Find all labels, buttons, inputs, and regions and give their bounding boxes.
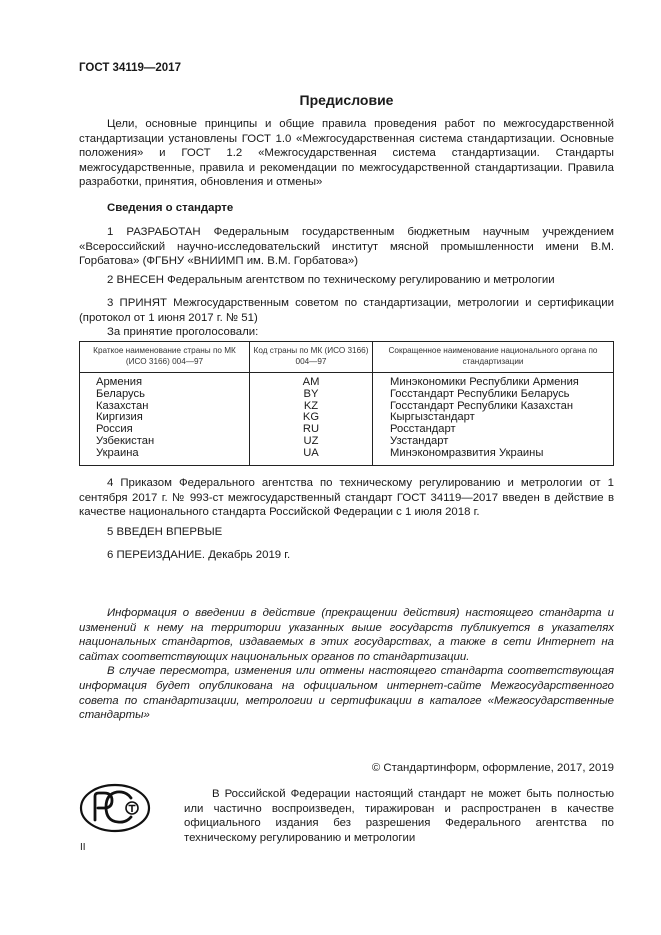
standard-info-heading: Сведения о стандарте [107, 202, 234, 214]
info-item-4-block [79, 476, 614, 520]
national-body-cell: Минэкономики Республики Армения [373, 373, 614, 389]
voted-label-block [79, 325, 614, 340]
country-code-cell: AM [250, 373, 373, 389]
country-name-cell: Украина [80, 448, 250, 465]
country-code-cell: KZ [250, 401, 373, 413]
country-code-cell: UA [250, 448, 373, 465]
column-header-national-body: Сокращенное наименование национального органа по стандартизации [373, 342, 614, 373]
country-name-cell: Узбекистан [80, 436, 250, 448]
info-item-3-block [79, 296, 614, 325]
info-item-submitted: 2 ВНЕСЕН Федеральным агентством по техническому регулированию и метрологии [107, 274, 555, 286]
table-row [80, 373, 614, 389]
info-item-reissue: 6 ПЕРЕИЗДАНИЕ. Декабрь 2019 г. [107, 549, 291, 561]
table-row [80, 401, 614, 413]
table-row [80, 436, 614, 448]
notice-section [79, 606, 614, 723]
national-body-cell: Кыргызстандарт [373, 412, 614, 424]
country-name-cell: Казахстан [80, 401, 250, 413]
intro-paragraph: Цели, основные принципы и общие правила проведения работ по межгосударственной стандартизации установлены ГОСТ 1.0 «Межгосударственная система стандартизации. Основные положения» и ГОСТ 1.2 «Межгосударственная система стандартизации. Стандарты межгосударственные, правила и рекомендации по межгосударственной стандартизации. Правила разработки, принятия, обновления и отмены» [79, 118, 614, 189]
table-row [80, 448, 614, 465]
country-code-cell: BY [250, 389, 373, 401]
page-number: II [80, 842, 86, 853]
info-item-order: 4 Приказом Федерального агентства по техническому регулированию и метрологии от 1 сентября 2017 г. № 993-ст межгосударственный стандарт ГОСТ 34119—2017 введен в действие в качестве национального стандарта Российской Федерации с 1 июля 2018 г. [79, 477, 614, 519]
country-name-cell: Армения [80, 373, 250, 389]
national-body-cell: Госстандарт Республики Казахстан [373, 401, 614, 413]
info-item-2-block [79, 273, 614, 288]
voting-countries-table [79, 341, 614, 466]
info-item-6-block [79, 548, 614, 563]
info-item-1-block [79, 225, 614, 269]
country-name-cell: Россия [80, 424, 250, 436]
country-code-cell: RU [250, 424, 373, 436]
country-code-cell: KG [250, 412, 373, 424]
table-row [80, 389, 614, 401]
column-header-country-name: Краткое наименование страны по МК (ИСО 3166) 004—97 [80, 342, 250, 373]
info-item-5-block [79, 525, 614, 540]
pct-certification-logo-icon [79, 782, 151, 834]
country-name-cell: Беларусь [80, 389, 250, 401]
national-body-cell: Росстандарт [373, 424, 614, 436]
table-row [80, 412, 614, 424]
country-code-cell: UZ [250, 436, 373, 448]
national-body-cell: Госстандарт Республики Беларусь [373, 389, 614, 401]
copyright-line: © Стандартинформ, оформление, 2017, 2019 [371, 762, 614, 774]
notice-paragraph-1: Информация о введении в действие (прекращении действия) настоящего стандарта и изменений к нему на территории указанных выше государств публикуется в указателях национальных стандартов, издаваемых в этих государствах, а также в сети Интернет на сайтах соответствующих национальных органов по стандартизации. [79, 607, 614, 663]
country-name-cell: Киргизия [80, 412, 250, 424]
standard-info-heading-block [79, 202, 614, 214]
document-id: ГОСТ 34119—2017 [79, 62, 181, 74]
page-title: Предисловие [299, 92, 394, 108]
column-header-country-code: Код страны по МК (ИСО 3166) 004—97 [250, 342, 373, 373]
national-body-cell: Узстандарт [373, 436, 614, 448]
info-item-developed: 1 РАЗРАБОТАН Федеральным государственным бюджетным научным учреждением «Всероссийский научно-исследовательский институт мясной промышленности имени В.М. Горбатова» (ФГБНУ «ВНИИМП им. В.М. Горбатова») [79, 226, 614, 268]
intro-section [79, 117, 614, 190]
table-row [80, 424, 614, 436]
table-header-row [80, 342, 614, 373]
voted-label: За принятие проголосовали: [107, 326, 259, 338]
notice-paragraph-2: В случае пересмотра, изменения или отмены настоящего стандарта соответствующая информация будет опубликована на официальном интернет-сайте Межгосударственного совета по стандартизации, метрологии и сертификации в каталоге «Межгосударственные стандарты» [79, 665, 614, 722]
rights-notice: В Российской Федерации настоящий стандарт не может быть полностью или частично воспроизведен, тиражирован и распространен в качестве официального издания без разрешения Федерального агентства по техническому регулированию и метрологии [184, 788, 614, 844]
rights-notice-block [184, 787, 614, 845]
info-item-first-introduced: 5 ВВЕДЕН ВПЕРВЫЕ [107, 526, 223, 538]
info-item-adopted: 3 ПРИНЯТ Межгосударственным советом по стандартизации, метрологии и сертификации (протокол от 1 июня 2017 г. № 51) [79, 297, 614, 324]
national-body-cell: Минэкономразвития Украины [373, 448, 614, 465]
